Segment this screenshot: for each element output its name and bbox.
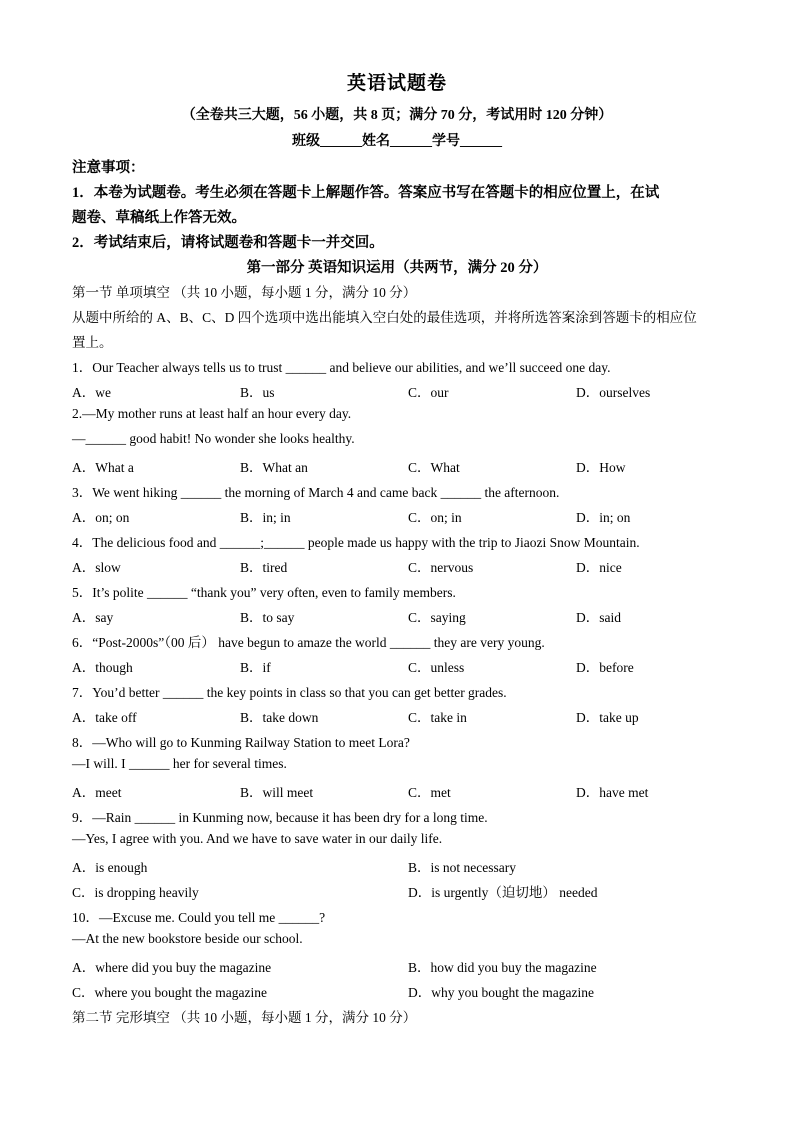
question-2-stem-reply: —______ good habit! No wonder she looks healthy. [72,431,355,446]
notice-item-1-line-2: 题卷、草稿纸上作答无效。 [72,210,246,226]
question-4-option-d: D．nice [576,560,622,575]
question-7-option-d: D．take up [576,710,639,725]
question-4-option-b: B．tired [240,560,288,575]
question-9-stem: 9．—Rain ______ in Kunming now, because it has been dry for a long time. [72,810,488,825]
question-6-stem: 6．“Post-2000s”（00 后） have begun to amaze the world ______ they are very young. [72,635,545,650]
notice-heading: 注意事项： [72,160,145,176]
question-3-option-d: D．in; on [576,510,631,525]
question-9-option-b: B．is not necessary [408,860,516,875]
question-5-option-a: A．say [72,610,114,625]
section-1-instruction-line-2: 置上。 [72,335,113,350]
question-6-option-a: A．though [72,660,133,675]
question-4-option-a: A．slow [72,560,121,575]
question-3-option-b: B．in; in [240,510,291,525]
section-1-instruction-line-1: 从题中所给的 A、B、C、D 四个选项中选出能填入空白处的最佳选项，并将所选答案涂到答题卡的相应位 [72,310,697,325]
question-3-option-c: C．on; in [408,510,462,525]
exam-subtitle: （全卷共三大题，56 小题，共 8 页；满分 70 分，考试用时 120 分钟） [181,108,613,123]
question-1-option-b: B．us [240,385,275,400]
question-8-option-a: A．meet [72,785,122,800]
question-5-option-c: C．saying [408,610,466,625]
question-7-option-a: A．take off [72,710,137,725]
question-7-option-c: C．take in [408,710,467,725]
question-6-option-b: B．if [240,660,271,675]
section-2-title: 第二节 完形填空 （共 10 小题，每小题 1 分，满分 10 分） [72,1010,417,1025]
question-10-option-a: A．where did you buy the magazine [72,960,272,975]
question-10-option-d: D．why you bought the magazine [408,985,594,1000]
question-2-option-b: B．What an [240,460,308,475]
question-10-option-b: B．how did you buy the magazine [408,960,597,975]
question-2-option-a: A．What a [72,460,134,475]
notice-item-2: 2．考试结束后，请将试题卷和答题卡一并交回。 [72,235,384,251]
class-name-id-line: 班级______姓名______学号______ [292,134,502,149]
question-5-option-b: B．to say [240,610,295,625]
question-9-option-c: C．is dropping heavily [72,885,199,900]
question-3-stem: 3．We went hiking ______ the morning of March 4 and came back ______ the afternoon. [72,485,560,500]
question-9-option-d: D．is urgently（迫切地） needed [408,885,598,900]
part-1-title: 第一部分 英语知识运用（共两节，满分 20 分） [246,260,548,276]
question-6-option-c: C．unless [408,660,465,675]
question-8-option-c: C．met [408,785,451,800]
section-1-title: 第一节 单项填空 （共 10 小题，每小题 1 分，满分 10 分） [72,285,417,300]
question-6-option-d: D．before [576,660,634,675]
question-8-option-b: B．will meet [240,785,314,800]
question-3-option-a: A．on; on [72,510,130,525]
question-5-stem: 5．It’s polite ______ “thank you” very often, even to family members. [72,585,456,600]
question-9-option-a: A．is enough [72,860,148,875]
question-8-stem-reply: —I will. I ______ her for several times. [72,756,287,771]
question-4-option-c: C．nervous [408,560,474,575]
notice-item-1-line-1: 1．本卷为试题卷。考生必须在答题卡上解题作答。答案应书写在答题卡的相应位置上，在试 [72,185,660,201]
question-10-option-c: C．where you bought the magazine [72,985,267,1000]
question-1-option-c: C．our [408,385,449,400]
question-8-stem: 8．—Who will go to Kunming Railway Station to meet Lora? [72,735,410,750]
question-1-stem: 1．Our Teacher always tells us to trust ______ and believe our abilities, and we’ll succeed one day. [72,360,611,375]
question-2-option-d: D．How [576,460,626,475]
question-9-stem-reply: —Yes, I agree with you. And we have to save water in our daily life. [72,831,443,846]
question-10-stem: 10．—Excuse me. Could you tell me ______? [72,910,326,925]
question-4-stem: 4．The delicious food and ______;______ people made us happy with the trip to Jiaozi Snow Mountain. [72,535,640,550]
question-7-stem: 7．You’d better ______ the key points in class so that you can get better grades. [72,685,507,700]
question-1-option-d: D．ourselves [576,385,651,400]
question-5-option-d: D．said [576,610,621,625]
exam-title: 英语试题卷 [346,73,447,94]
question-10-stem-reply: —At the new bookstore beside our school. [72,931,303,946]
question-1-option-a: A．we [72,385,111,400]
question-2-stem: 2.—My mother runs at least half an hour every day. [72,406,352,421]
question-2-option-c: C．What [408,460,460,475]
question-8-option-d: D．have met [576,785,649,800]
question-7-option-b: B．take down [240,710,319,725]
